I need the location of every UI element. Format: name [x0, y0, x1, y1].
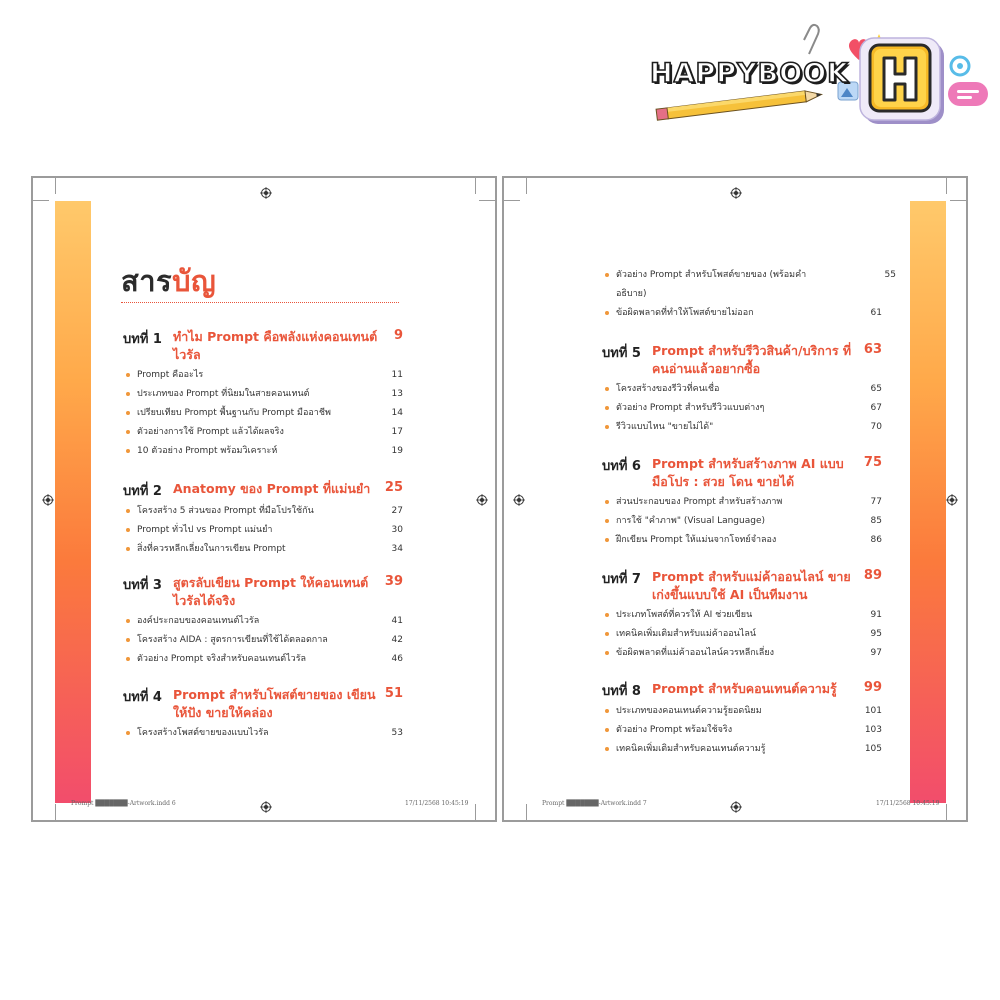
- chapter-name: Anatomy ของ Prompt ที่แม่นยำ: [173, 481, 371, 496]
- chapter-name: Prompt สำหรับโพสต์ขายของ เขียนให้ปัง ขายให้คล่อง: [173, 687, 376, 720]
- chapter-items: [602, 606, 882, 663]
- item-page: 77: [870, 497, 882, 507]
- chapter-name: สูตรลับเขียน Prompt ให้คอนเทนต์ไวรัลได้จริง: [173, 575, 369, 608]
- chapter-label: บทที่ 5: [602, 346, 641, 361]
- bullet-icon: [126, 392, 130, 396]
- page-footer-time: 17/11/2568 10:45:19: [405, 800, 469, 807]
- happybook-logo: [648, 22, 993, 132]
- toc-item: [602, 380, 882, 399]
- item-title: สิ่งที่ควรหลีกเลี่ยงในการเขียน Prompt: [137, 544, 286, 554]
- logo-wordmark: HAPPYBOOK: [650, 58, 850, 89]
- chapter-items: [123, 502, 403, 559]
- bullet-icon: [126, 411, 130, 415]
- toc-title-main: สาร: [121, 264, 173, 298]
- bullet-icon: [605, 500, 609, 504]
- chapter-7: [602, 568, 882, 663]
- bullet-icon: [605, 728, 609, 732]
- toc-title-accent: บัญ: [172, 264, 217, 298]
- item-title: ตัวอย่าง Prompt สำหรับรีวิวแบบต่างๆ: [616, 403, 765, 413]
- chapter-8: [602, 680, 882, 759]
- item-title: ประเภทของ Prompt ที่นิยมในสายคอนเทนต์: [137, 389, 310, 399]
- item-page: 91: [870, 610, 882, 620]
- toc-item: [602, 625, 882, 644]
- crop-mark: [55, 178, 56, 194]
- chapter-label: บทที่ 8: [602, 684, 641, 699]
- item-page: 67: [870, 403, 882, 413]
- crop-mark: [946, 804, 947, 820]
- chapter-page: 75: [863, 455, 882, 470]
- crop-mark: [475, 804, 476, 820]
- chapter-name: Prompt สำหรับสร้างภาพ AI แบบมือโปร : สวย โดน ขายได้: [652, 456, 844, 489]
- chapter-label: บทที่ 2: [123, 484, 162, 499]
- bullet-icon: [605, 311, 609, 315]
- bullet-icon: [605, 651, 609, 655]
- chapter-heading: [123, 328, 403, 366]
- bullet-icon: [605, 406, 609, 410]
- registration-mark-icon: [513, 494, 525, 506]
- toc-item: [602, 606, 882, 625]
- bullet-icon: [605, 273, 609, 277]
- gradient-strip: [910, 201, 946, 803]
- toc-item: [602, 493, 882, 512]
- bullet-icon: [126, 373, 130, 377]
- item-title: เปรียบเทียบ Prompt พื้นฐานกับ Prompt มืออาชีพ: [137, 408, 331, 418]
- bullet-icon: [605, 747, 609, 751]
- crop-mark: [475, 178, 476, 194]
- chapter-heading: [602, 455, 882, 493]
- chapter-5: [602, 342, 882, 437]
- toc-item: [123, 612, 403, 631]
- toc-item: [123, 366, 403, 385]
- chapter-items: [123, 366, 403, 461]
- item-page: 95: [870, 629, 882, 639]
- toc-item: [123, 724, 403, 743]
- item-title: เทคนิคเพิ่มเติมสำหรับคอนเทนต์ความรู้: [616, 744, 766, 754]
- bullet-icon: [126, 449, 130, 453]
- item-title: องค์ประกอบของคอนเทนต์ไวรัล: [137, 616, 260, 626]
- crop-mark: [55, 804, 56, 820]
- bullet-icon: [605, 538, 609, 542]
- chapter-heading: [602, 680, 882, 702]
- item-title: ตัวอย่าง Prompt จริงสำหรับคอนเทนต์ไวรัล: [137, 654, 307, 664]
- page-footer-time: 17/11/2568 10:45:19: [876, 800, 940, 807]
- chapter-heading: [123, 574, 403, 612]
- chapter-page: 99: [863, 680, 882, 695]
- chapter-label: บทที่ 7: [602, 572, 641, 587]
- item-page: 14: [391, 408, 403, 418]
- toc-item: [602, 531, 882, 550]
- chapter-heading: [123, 686, 403, 724]
- toc-item: [123, 502, 403, 521]
- toc-item: [602, 740, 882, 759]
- crop-mark: [33, 200, 49, 201]
- registration-mark-icon: [260, 187, 272, 199]
- bullet-icon: [126, 528, 130, 532]
- chapter-label: บทที่ 1: [123, 332, 162, 347]
- page-footer-file: Prompt ███████-Artwork.indd 6: [71, 800, 176, 807]
- item-title: ตัวอย่าง Prompt สำหรับโพสต์ขายของ (พร้อมคำอธิบาย): [616, 270, 807, 299]
- bullet-icon: [126, 430, 130, 434]
- bullet-icon: [605, 519, 609, 523]
- bullet-icon: [126, 657, 130, 661]
- chapter-items: [123, 724, 403, 743]
- bullet-icon: [605, 425, 609, 429]
- bullet-icon: [605, 387, 609, 391]
- chapter-4-continued: [602, 266, 896, 323]
- chapter-heading: [602, 568, 882, 606]
- registration-mark-icon: [730, 187, 742, 199]
- toc-item: [123, 631, 403, 650]
- item-page: 105: [864, 744, 882, 754]
- item-title: ข้อผิดพลาดที่แม่ค้าออนไลน์ควรหลีกเลี่ยง: [616, 648, 774, 658]
- item-title: 10 ตัวอย่าง Prompt พร้อมวิเคราะห์: [137, 446, 278, 456]
- chapter-1: [123, 328, 403, 461]
- chapter-page: 9: [393, 328, 403, 343]
- toc-item: [602, 418, 882, 437]
- item-title: ประเภทโพสต์ที่ควรให้ AI ช่วยเขียน: [616, 610, 753, 620]
- chapter-page: 63: [863, 342, 882, 357]
- toc-item: [123, 442, 403, 461]
- item-page: 101: [864, 706, 882, 716]
- bullet-icon: [126, 731, 130, 735]
- item-page: 55: [884, 270, 896, 280]
- item-title: โครงสร้างของรีวิวที่คนเชื่อ: [616, 384, 720, 394]
- item-page: 61: [870, 308, 882, 318]
- item-page: 85: [870, 516, 882, 526]
- toc-item: [602, 399, 882, 418]
- item-page: 42: [391, 635, 403, 645]
- toc-title: [121, 258, 216, 304]
- chapter-page: 89: [863, 568, 882, 583]
- item-page: 53: [391, 728, 403, 738]
- chapter-6: [602, 455, 882, 550]
- chapter-name: Prompt สำหรับคอนเทนต์ความรู้: [652, 681, 837, 696]
- item-title: ฝึกเขียน Prompt ให้แม่นจากโจทย์จำลอง: [616, 535, 777, 545]
- right-page: [502, 176, 968, 822]
- registration-mark-icon: [260, 801, 272, 813]
- bullet-icon: [126, 547, 130, 551]
- left-page: [31, 176, 497, 822]
- item-title: ตัวอย่าง Prompt พร้อมใช้จริง: [616, 725, 733, 735]
- item-title: ตัวอย่างการใช้ Prompt แล้วได้ผลจริง: [137, 427, 284, 437]
- bullet-icon: [126, 638, 130, 642]
- item-page: 17: [391, 427, 403, 437]
- item-title: ประเภทของคอนเทนต์ความรู้ยอดนิยม: [616, 706, 762, 716]
- toc-item: [123, 650, 403, 669]
- toc-item: [123, 540, 403, 559]
- item-title: โครงสร้าง AIDA : สูตรการเขียนที่ใช้ได้ตลอดกาล: [137, 635, 328, 645]
- item-page: 19: [391, 446, 403, 456]
- bullet-icon: [126, 509, 130, 513]
- item-title: เทคนิคเพิ่มเติมสำหรับแม่ค้าออนไลน์: [616, 629, 756, 639]
- item-page: 34: [391, 544, 403, 554]
- item-title: โครงสร้าง 5 ส่วนของ Prompt ที่มือโปรใช้กัน: [137, 506, 314, 516]
- toc-item: [602, 721, 882, 740]
- page-footer-file: Prompt ███████-Artwork.indd 7: [542, 800, 647, 807]
- crop-mark: [479, 200, 495, 201]
- bullet-icon: [605, 613, 609, 617]
- item-page: 70: [870, 422, 882, 432]
- toc-item: [602, 304, 882, 323]
- toc-item: [123, 423, 403, 442]
- item-page: 97: [870, 648, 882, 658]
- chapter-4: [123, 686, 403, 743]
- crop-mark: [946, 178, 947, 194]
- crop-mark: [526, 804, 527, 820]
- chapter-label: บทที่ 3: [123, 578, 162, 593]
- chapter-items: [602, 493, 882, 550]
- bullet-icon: [605, 632, 609, 636]
- crop-mark: [950, 200, 966, 201]
- chapter-label: บทที่ 6: [602, 459, 641, 474]
- item-page: 46: [391, 654, 403, 664]
- item-page: 13: [391, 389, 403, 399]
- chapter-2: [123, 480, 403, 559]
- chapter-name: ทำไม Prompt คือพลังแห่งคอนเทนต์ไวรัล: [173, 329, 378, 362]
- item-title: โครงสร้างโพสต์ขายของแบบไวรัล: [137, 728, 269, 738]
- item-title: การใช้ "คำภาพ" (Visual Language): [616, 516, 766, 526]
- chapter-items: [602, 380, 882, 437]
- toc-item: [602, 512, 882, 531]
- chapter-page: 51: [384, 686, 403, 701]
- chapter-page: 39: [384, 574, 403, 589]
- chapter-name: Prompt สำหรับรีวิวสินค้า/บริการ ที่คนอ่านแล้วอยากซื้อ: [652, 343, 852, 376]
- item-title: Prompt ทั่วไป vs Prompt แม่นยำ: [137, 525, 273, 535]
- bullet-icon: [126, 619, 130, 623]
- chapter-name: Prompt สำหรับแม่ค้าออนไลน์ ขายเก่งขึ้นแบบใช้ AI เป็นทีมงาน: [652, 569, 851, 602]
- gradient-strip: [55, 201, 91, 803]
- toc-item: [123, 521, 403, 540]
- toc-item: [602, 702, 882, 721]
- item-page: 30: [391, 525, 403, 535]
- chapter-label: บทที่ 4: [123, 690, 162, 705]
- chapter-heading: [602, 342, 882, 380]
- chapter-items: [123, 612, 403, 669]
- item-page: 65: [870, 384, 882, 394]
- chapter-items: [602, 702, 882, 759]
- registration-mark-icon: [946, 494, 958, 506]
- item-title: ข้อผิดพลาดที่ทำให้โพสต์ขายไม่ออก: [616, 308, 754, 318]
- item-title: ส่วนประกอบของ Prompt สำหรับสร้างภาพ: [616, 497, 783, 507]
- toc-item: [602, 644, 882, 663]
- toc-item: [602, 266, 896, 304]
- item-page: 103: [864, 725, 882, 735]
- item-title: รีวิวแบบไหน "ขายไม่ได้": [616, 422, 714, 432]
- registration-mark-icon: [730, 801, 742, 813]
- item-title: Prompt คืออะไร: [137, 370, 204, 380]
- chapter-heading: [123, 480, 403, 502]
- chapter-3: [123, 574, 403, 669]
- registration-mark-icon: [476, 494, 488, 506]
- item-page: 41: [391, 616, 403, 626]
- item-page: 86: [870, 535, 882, 545]
- chapter-items: [602, 266, 896, 323]
- toc-item: [123, 404, 403, 423]
- item-page: 27: [391, 506, 403, 516]
- bullet-icon: [605, 709, 609, 713]
- title-dotted-rule: [121, 302, 399, 303]
- chapter-page: 25: [384, 480, 403, 495]
- crop-mark: [504, 200, 520, 201]
- registration-mark-icon: [42, 494, 54, 506]
- toc-item: [123, 385, 403, 404]
- item-page: 11: [391, 370, 403, 380]
- crop-mark: [526, 178, 527, 194]
